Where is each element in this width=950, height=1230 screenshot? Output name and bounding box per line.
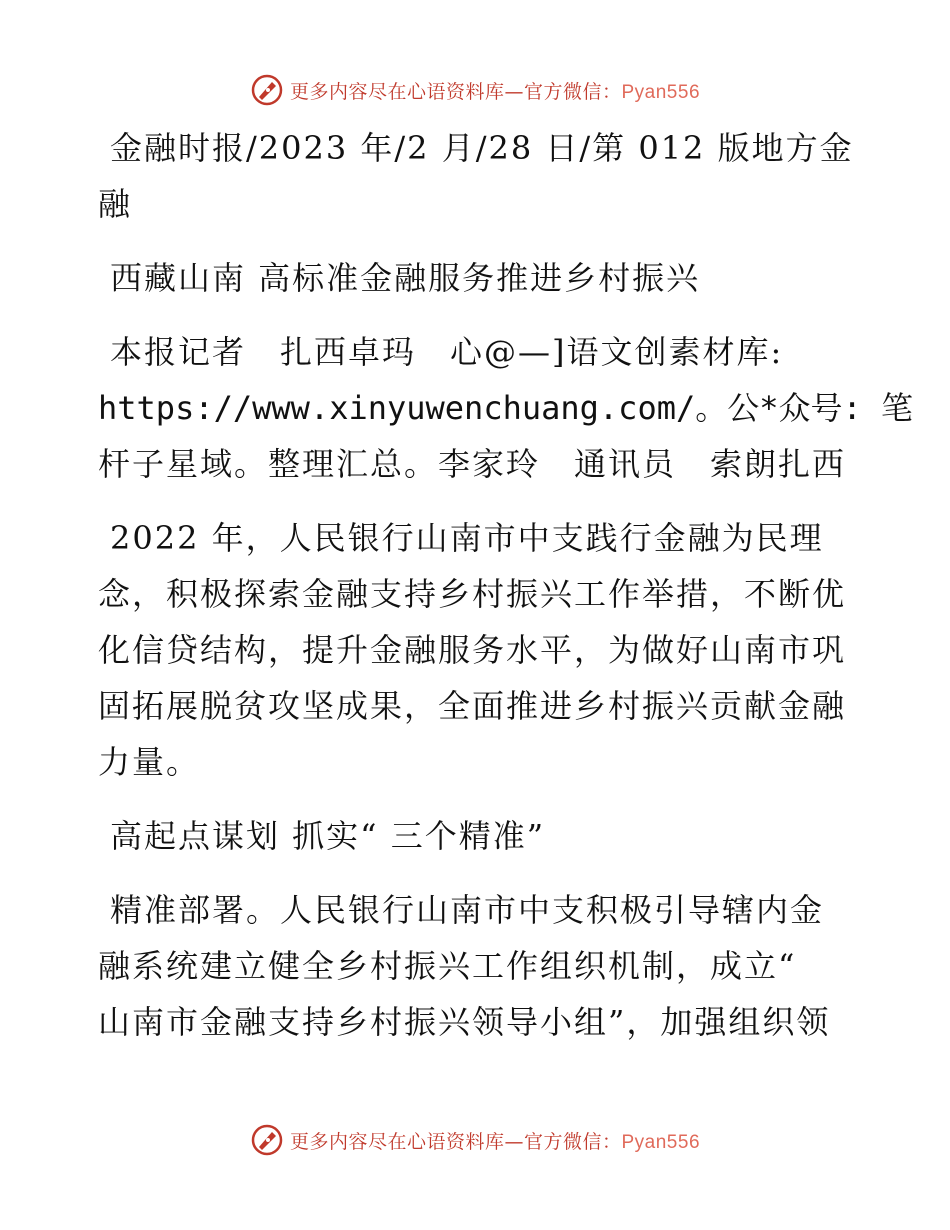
section-subheading: 高起点谋划 抓实“ 三个精准”	[110, 817, 546, 855]
article-headline: 西藏山南 高标准金融服务推进乡村振兴	[110, 259, 701, 297]
article-body	[98, 128, 914, 1058]
byline: 本报记者 扎西卓玛 心@—]语文创素材库:	[110, 333, 784, 371]
byline-credits: 杆子星域。整理汇总。李家玲 通讯员 索朗扎西	[98, 445, 847, 483]
paragraph-line: 山南市金融支持乡村振兴领导小组”，加强组织领	[98, 1003, 831, 1041]
paragraph-line: 念，积极探索金融支持乡村振兴工作举措，不断优	[98, 575, 847, 613]
watermark-top	[0, 70, 950, 110]
paragraph-line: 化信贷结构，提升金融服务水平，为做好山南市巩	[98, 631, 847, 669]
publication-line: 金融时报/2023 年/2 月/28 日/第 012 版地方金	[110, 129, 854, 167]
paragraph-line: 融系统建立健全乡村振兴工作组织机制，成立“	[98, 947, 797, 985]
watermark-wechat-id: Pyan556	[621, 81, 701, 103]
publication-line-cont: 融	[98, 185, 133, 223]
paragraph-line: 力量。	[98, 743, 201, 781]
pen-nib-logo-icon	[250, 1123, 284, 1157]
paragraph-line: 固拓展脱贫攻坚成果，全面推进乡村振兴贡献金融	[98, 687, 847, 725]
watermark-text: 更多内容尽在心语资料库—官方微信：	[289, 80, 622, 103]
watermark-wechat-id: Pyan556	[621, 1131, 701, 1153]
watermark-text: 更多内容尽在心语资料库—官方微信：	[289, 1130, 622, 1153]
pen-nib-logo-icon	[250, 73, 284, 107]
byline-url-line: https://www.xinyuwenchuang.com/。公*众号: 笔	[98, 389, 914, 427]
paragraph-line: 2022 年，人民银行山南市中支践行金融为民理	[110, 519, 824, 557]
paragraph-line: 精准部署。人民银行山南市中支积极引导辖内金	[110, 891, 825, 929]
watermark-bottom	[0, 1120, 950, 1160]
